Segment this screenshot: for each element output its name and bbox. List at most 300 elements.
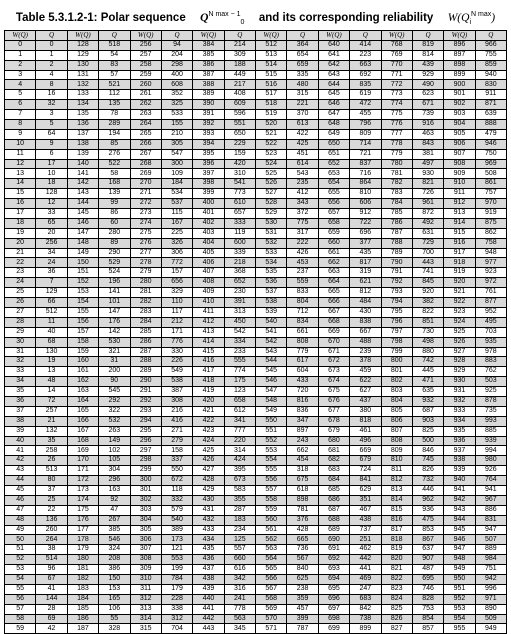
sequence-cell: 391 bbox=[224, 298, 255, 308]
sequence-cell: 471 bbox=[412, 377, 443, 387]
reliability-cell: 420 bbox=[193, 396, 224, 406]
sequence-cell: 631 bbox=[412, 228, 443, 238]
sequence-cell: 984 bbox=[475, 555, 506, 565]
reliability-cell: 265 bbox=[130, 129, 161, 139]
sequence-cell: 416 bbox=[161, 416, 192, 426]
reliability-cell: 567 bbox=[256, 584, 287, 594]
reliability-cell: 42 bbox=[5, 456, 36, 466]
reliability-cell: 907 bbox=[444, 149, 475, 159]
reliability-cell: 537 bbox=[256, 288, 287, 298]
reliability-cell: 690 bbox=[318, 535, 349, 545]
reliability-cell: 655 bbox=[318, 189, 349, 199]
table-row bbox=[5, 574, 507, 584]
sequence-cell: 173 bbox=[161, 535, 192, 545]
reliability-cell: 153 bbox=[67, 288, 98, 298]
sequence-cell: 352 bbox=[161, 90, 192, 100]
reliability-cell: 19 bbox=[5, 228, 36, 238]
sequence-cell: 657 bbox=[224, 209, 255, 219]
sequence-cell: 940 bbox=[475, 70, 506, 80]
sequence-cell: 317 bbox=[287, 228, 318, 238]
reliability-cell: 0 bbox=[5, 40, 36, 50]
sequence-cell: 316 bbox=[224, 584, 255, 594]
reliability-cell: 935 bbox=[444, 426, 475, 436]
sequence-cell: 750 bbox=[475, 149, 506, 159]
sequence-cell: 735 bbox=[475, 406, 506, 416]
sequence-cell: 94 bbox=[161, 40, 192, 50]
sequence-cell: 329 bbox=[161, 288, 192, 298]
reliability-cell: 644 bbox=[318, 80, 349, 90]
sequence-cell: 579 bbox=[161, 505, 192, 515]
sequence-cell: 66 bbox=[36, 298, 67, 308]
table-row bbox=[5, 466, 507, 476]
sequence-cell: 831 bbox=[475, 515, 506, 525]
sequence-cell: 761 bbox=[475, 288, 506, 298]
reliability-cell: 419 bbox=[193, 387, 224, 397]
reliability-cell: 9 bbox=[5, 129, 36, 139]
sequence-cell: 700 bbox=[412, 248, 443, 258]
sequence-cell: 105 bbox=[99, 456, 130, 466]
reliability-cell: 407 bbox=[193, 268, 224, 278]
column-header: W(Q) bbox=[193, 31, 224, 41]
reliability-cell: 772 bbox=[381, 80, 412, 90]
reliability-cell: 174 bbox=[67, 495, 98, 505]
sequence-cell: 529 bbox=[99, 258, 130, 268]
reliability-cell: 389 bbox=[193, 90, 224, 100]
sequence-cell: 276 bbox=[99, 149, 130, 159]
sequence-cell: 28 bbox=[36, 604, 67, 614]
reliability-cell: 39 bbox=[5, 426, 36, 436]
sequence-cell: 618 bbox=[287, 485, 318, 495]
reliability-cell: 556 bbox=[256, 476, 287, 486]
reliability-cell: 800 bbox=[381, 357, 412, 367]
q-subscript: 0 bbox=[240, 19, 245, 27]
reliability-cell: 391 bbox=[193, 110, 224, 120]
sequence-cell: 14 bbox=[36, 387, 67, 397]
reliability-cell: 40 bbox=[5, 436, 36, 446]
sequence-cell: 854 bbox=[412, 614, 443, 624]
sequence-cell: 521 bbox=[99, 80, 130, 90]
reliability-cell: 404 bbox=[193, 238, 224, 248]
reliability-cell: 261 bbox=[130, 90, 161, 100]
sequence-cell: 508 bbox=[475, 169, 506, 179]
reliability-cell: 392 bbox=[193, 120, 224, 130]
sequence-cell: 330 bbox=[161, 347, 192, 357]
reliability-cell: 948 bbox=[444, 555, 475, 565]
reliability-cell: 557 bbox=[256, 485, 287, 495]
sequence-cell: 13 bbox=[36, 367, 67, 377]
sequence-cell: 912 bbox=[350, 209, 381, 219]
sequence-cell: 871 bbox=[475, 100, 506, 110]
sequence-cell: 816 bbox=[287, 396, 318, 406]
sequence-cell: 495 bbox=[475, 317, 506, 327]
sequence-cell: 541 bbox=[224, 179, 255, 189]
reliability-cell: 51 bbox=[5, 545, 36, 555]
sequence-cell: 435 bbox=[350, 248, 381, 258]
sequence-cell: 779 bbox=[287, 347, 318, 357]
sequence-cell: 875 bbox=[475, 218, 506, 228]
sequence-cell: 22 bbox=[36, 505, 67, 515]
reliability-cell: 262 bbox=[130, 100, 161, 110]
reliability-cell: 819 bbox=[381, 545, 412, 555]
reliability-cell: 910 bbox=[444, 179, 475, 189]
sequence-cell: 977 bbox=[475, 258, 506, 268]
reliability-cell: 286 bbox=[130, 337, 161, 347]
reliability-cell: 430 bbox=[193, 495, 224, 505]
sequence-cell: 490 bbox=[412, 80, 443, 90]
reliability-cell: 946 bbox=[444, 535, 475, 545]
sequence-cell: 703 bbox=[475, 327, 506, 337]
sequence-cell: 385 bbox=[99, 525, 130, 535]
sequence-cell: 939 bbox=[475, 436, 506, 446]
sequence-cell: 538 bbox=[161, 377, 192, 387]
reliability-cell: 306 bbox=[130, 535, 161, 545]
sequence-cell: 861 bbox=[475, 179, 506, 189]
table-row bbox=[5, 209, 507, 219]
sequence-cell: 2 bbox=[36, 60, 67, 70]
sequence-cell: 128 bbox=[36, 189, 67, 199]
reliability-cell: 308 bbox=[130, 555, 161, 565]
sequence-cell: 233 bbox=[224, 347, 255, 357]
reliability-cell: 53 bbox=[5, 565, 36, 575]
reliability-cell: 530 bbox=[256, 218, 287, 228]
sequence-cell: 442 bbox=[350, 555, 381, 565]
reliability-cell: 658 bbox=[318, 218, 349, 228]
table-row bbox=[5, 614, 507, 624]
sequence-cell: 962 bbox=[412, 495, 443, 505]
reliability-cell: 922 bbox=[444, 298, 475, 308]
reliability-cell: 826 bbox=[381, 614, 412, 624]
reliability-cell: 31 bbox=[5, 347, 36, 357]
reliability-cell: 797 bbox=[381, 327, 412, 337]
table-row bbox=[5, 70, 507, 80]
reliability-cell: 539 bbox=[256, 307, 287, 317]
reliability-cell: 642 bbox=[318, 60, 349, 70]
reliability-cell: 150 bbox=[67, 258, 98, 268]
sequence-cell: 775 bbox=[287, 218, 318, 228]
reliability-cell: 776 bbox=[381, 120, 412, 130]
reliability-cell: 304 bbox=[130, 515, 161, 525]
table-row bbox=[5, 337, 507, 347]
table-row bbox=[5, 485, 507, 495]
reliability-cell: 131 bbox=[67, 70, 98, 80]
table-row bbox=[5, 446, 507, 456]
sequence-cell: 616 bbox=[224, 565, 255, 575]
reliability-cell: 811 bbox=[381, 466, 412, 476]
sequence-cell: 238 bbox=[287, 584, 318, 594]
reliability-cell: 641 bbox=[318, 50, 349, 60]
sequence-cell: 380 bbox=[350, 406, 381, 416]
reliability-cell: 897 bbox=[444, 50, 475, 60]
reliability-cell: 403 bbox=[193, 228, 224, 238]
reliability-cell: 437 bbox=[193, 565, 224, 575]
reliability-cell: 954 bbox=[444, 614, 475, 624]
reliability-cell: 175 bbox=[67, 505, 98, 515]
sequence-cell: 996 bbox=[475, 584, 506, 594]
reliability-cell: 270 bbox=[130, 179, 161, 189]
sequence-cell: 337 bbox=[161, 456, 192, 466]
reliability-cell: 649 bbox=[318, 129, 349, 139]
table-row bbox=[5, 347, 507, 357]
reliability-cell: 166 bbox=[67, 416, 98, 426]
reliability-cell: 425 bbox=[193, 446, 224, 456]
sequence-cell: 332 bbox=[161, 495, 192, 505]
sequence-cell: 212 bbox=[161, 317, 192, 327]
reliability-cell: 312 bbox=[130, 594, 161, 604]
reliability-cell: 8 bbox=[5, 120, 36, 130]
sequence-cell: 916 bbox=[412, 120, 443, 130]
table-row bbox=[5, 228, 507, 238]
reliability-cell: 439 bbox=[193, 584, 224, 594]
reliability-cell: 768 bbox=[381, 40, 412, 50]
sequence-cell: 946 bbox=[475, 139, 506, 149]
reliability-cell: 953 bbox=[444, 604, 475, 614]
table-row bbox=[5, 179, 507, 189]
reliability-cell: 550 bbox=[256, 416, 287, 426]
reliability-cell: 695 bbox=[318, 584, 349, 594]
reliability-cell: 915 bbox=[444, 228, 475, 238]
sequence-cell: 9 bbox=[36, 139, 67, 149]
sequence-cell: 35 bbox=[36, 436, 67, 446]
sequence-cell: 455 bbox=[350, 110, 381, 120]
reliability-cell: 912 bbox=[444, 199, 475, 209]
sequence-cell: 524 bbox=[99, 268, 130, 278]
reliability-cell: 184 bbox=[67, 594, 98, 604]
reliability-cell: 260 bbox=[130, 80, 161, 90]
reliability-cell: 684 bbox=[318, 476, 349, 486]
sequence-cell: 606 bbox=[350, 199, 381, 209]
table-row bbox=[5, 436, 507, 446]
sequence-cell: 923 bbox=[475, 268, 506, 278]
sequence-cell: 833 bbox=[287, 288, 318, 298]
reliability-cell: 955 bbox=[444, 624, 475, 634]
reliability-cell: 38 bbox=[5, 416, 36, 426]
reliability-cell: 667 bbox=[318, 307, 349, 317]
sequence-cell: 289 bbox=[99, 120, 130, 130]
sequence-cell: 555 bbox=[224, 357, 255, 367]
sequence-cell: 967 bbox=[475, 495, 506, 505]
reliability-cell: 13 bbox=[5, 169, 36, 179]
table-row bbox=[5, 60, 507, 70]
reliability-cell: 903 bbox=[444, 110, 475, 120]
reliability-cell: 57 bbox=[5, 604, 36, 614]
reliability-cell: 132 bbox=[67, 80, 98, 90]
reliability-cell: 144 bbox=[67, 199, 98, 209]
sequence-cell: 355 bbox=[224, 495, 255, 505]
sequence-cell: 563 bbox=[224, 614, 255, 624]
sequence-cell: 522 bbox=[99, 159, 130, 169]
sequence-cell: 475 bbox=[412, 515, 443, 525]
reliability-cell: 677 bbox=[318, 406, 349, 416]
reliability-cell: 297 bbox=[130, 446, 161, 456]
sequence-cell: 846 bbox=[412, 446, 443, 456]
reliability-cell: 413 bbox=[193, 327, 224, 337]
reliability-cell: 400 bbox=[193, 199, 224, 209]
sequence-cell: 837 bbox=[350, 159, 381, 169]
reliability-cell: 666 bbox=[318, 298, 349, 308]
reliability-cell: 789 bbox=[381, 248, 412, 258]
sequence-cell: 623 bbox=[412, 90, 443, 100]
sequence-cell: 260 bbox=[36, 525, 67, 535]
sequence-cell: 567 bbox=[287, 555, 318, 565]
reliability-cell: 182 bbox=[67, 574, 98, 584]
reliability-cell: 395 bbox=[193, 149, 224, 159]
sequence-cell: 204 bbox=[161, 50, 192, 60]
sequence-cell: 18 bbox=[36, 179, 67, 189]
reliability-cell: 517 bbox=[256, 90, 287, 100]
reliability-cell: 788 bbox=[381, 238, 412, 248]
table-row bbox=[5, 50, 507, 60]
sequence-cell: 168 bbox=[99, 179, 130, 189]
reliability-cell: 276 bbox=[130, 238, 161, 248]
reliability-cell: 264 bbox=[130, 120, 161, 130]
table-row bbox=[5, 357, 507, 367]
sequence-cell: 675 bbox=[287, 476, 318, 486]
reliability-cell: 138 bbox=[67, 139, 98, 149]
reliability-cell: 535 bbox=[256, 268, 287, 278]
sequence-cell: 650 bbox=[224, 129, 255, 139]
reliability-cell: 932 bbox=[444, 396, 475, 406]
reliability-cell: 785 bbox=[381, 209, 412, 219]
sequence-cell: 617 bbox=[287, 357, 318, 367]
reliability-cell: 187 bbox=[67, 624, 98, 634]
reliability-cell: 643 bbox=[318, 70, 349, 80]
reliability-cell: 22 bbox=[5, 258, 36, 268]
sequence-cell: 386 bbox=[99, 565, 130, 575]
reliability-cell: 515 bbox=[256, 70, 287, 80]
sequence-cell: 115 bbox=[161, 209, 192, 219]
reliability-cell: 284 bbox=[130, 317, 161, 327]
table-row bbox=[5, 604, 507, 614]
sequence-cell: 994 bbox=[475, 446, 506, 456]
sequence-cell: 704 bbox=[161, 624, 192, 634]
sequence-cell: 225 bbox=[161, 228, 192, 238]
sequence-cell: 279 bbox=[161, 436, 192, 446]
sequence-cell: 961 bbox=[412, 199, 443, 209]
reliability-cell: 798 bbox=[381, 337, 412, 347]
reliability-cell: 663 bbox=[318, 268, 349, 278]
reliability-cell: 48 bbox=[5, 515, 36, 525]
sequence-cell: 533 bbox=[161, 110, 192, 120]
sequence-cell: 106 bbox=[99, 604, 130, 614]
sequence-cell: 753 bbox=[412, 604, 443, 614]
sequence-cell: 112 bbox=[99, 90, 130, 100]
reliability-cell: 640 bbox=[318, 40, 349, 50]
sequence-cell: 222 bbox=[287, 238, 318, 248]
reliability-cell: 698 bbox=[318, 614, 349, 624]
reliability-cell: 908 bbox=[444, 159, 475, 169]
reliability-cell: 775 bbox=[381, 110, 412, 120]
sequence-cell: 712 bbox=[287, 307, 318, 317]
reliability-cell: 402 bbox=[193, 218, 224, 228]
sequence-cell: 857 bbox=[412, 624, 443, 634]
sequence-cell: 746 bbox=[412, 584, 443, 594]
sequence-cell: 142 bbox=[99, 327, 130, 337]
reliability-cell: 299 bbox=[130, 466, 161, 476]
reliability-cell: 142 bbox=[67, 179, 98, 189]
sequence-cell: 583 bbox=[224, 485, 255, 495]
sequence-cell: 862 bbox=[475, 228, 506, 238]
sequence-cell: 19 bbox=[36, 357, 67, 367]
sequence-cell: 118 bbox=[161, 485, 192, 495]
table-row bbox=[5, 367, 507, 377]
sequence-cell: 530 bbox=[99, 337, 130, 347]
reliability-cell: 773 bbox=[381, 90, 412, 100]
sequence-cell: 119 bbox=[224, 228, 255, 238]
reliability-cell: 307 bbox=[130, 545, 161, 555]
sequence-cell: 826 bbox=[412, 466, 443, 476]
sequence-cell: 258 bbox=[36, 446, 67, 456]
reliability-cell: 158 bbox=[67, 337, 98, 347]
sequence-cell: 635 bbox=[412, 387, 443, 397]
sequence-cell: 454 bbox=[287, 456, 318, 466]
reliability-cell: 432 bbox=[193, 515, 224, 525]
reliability-cell: 416 bbox=[193, 357, 224, 367]
table-row bbox=[5, 476, 507, 486]
sequence-cell: 488 bbox=[350, 337, 381, 347]
reliability-cell: 924 bbox=[444, 317, 475, 327]
sequence-cell: 267 bbox=[99, 515, 130, 525]
reliability-cell: 181 bbox=[67, 565, 98, 575]
reliability-cell: 288 bbox=[130, 357, 161, 367]
reliability-cell: 783 bbox=[381, 189, 412, 199]
sequence-cell: 758 bbox=[475, 238, 506, 248]
reliability-cell: 686 bbox=[318, 495, 349, 505]
table-row bbox=[5, 624, 507, 634]
sequence-cell: 318 bbox=[287, 466, 318, 476]
reliability-cell: 136 bbox=[67, 120, 98, 130]
sequence-cell: 604 bbox=[287, 367, 318, 377]
sequence-cell: 335 bbox=[287, 70, 318, 80]
sequence-cell: 334 bbox=[224, 337, 255, 347]
reliability-cell: 542 bbox=[256, 337, 287, 347]
reliability-cell: 669 bbox=[318, 327, 349, 337]
reliability-cell: 145 bbox=[67, 209, 98, 219]
reliability-cell: 896 bbox=[444, 40, 475, 50]
reliability-cell: 3 bbox=[5, 70, 36, 80]
reliability-cell: 156 bbox=[67, 317, 98, 327]
reliability-cell: 185 bbox=[67, 604, 98, 614]
sequence-cell: 818 bbox=[350, 416, 381, 426]
reliability-cell: 925 bbox=[444, 327, 475, 337]
reliability-cell: 41 bbox=[5, 446, 36, 456]
sequence-cell: 492 bbox=[412, 218, 443, 228]
sequence-cell: 69 bbox=[36, 614, 67, 624]
sequence-cell: 537 bbox=[161, 199, 192, 209]
sequence-cell: 851 bbox=[412, 317, 443, 327]
sequence-cell: 546 bbox=[99, 535, 130, 545]
sequence-cell: 20 bbox=[36, 228, 67, 238]
reliability-cell: 522 bbox=[256, 139, 287, 149]
sequence-cell: 461 bbox=[350, 426, 381, 436]
sequence-cell: 809 bbox=[350, 129, 381, 139]
sequence-cell: 48 bbox=[36, 377, 67, 387]
sequence-cell: 139 bbox=[99, 189, 130, 199]
sequence-cell: 132 bbox=[36, 426, 67, 436]
sequence-cell: 745 bbox=[412, 456, 443, 466]
reliability-cell: 529 bbox=[256, 209, 287, 219]
sequence-cell: 155 bbox=[161, 120, 192, 130]
reliability-cell: 771 bbox=[381, 70, 412, 80]
reliability-cell: 678 bbox=[318, 416, 349, 426]
reliability-cell: 688 bbox=[318, 515, 349, 525]
table-row bbox=[5, 139, 507, 149]
reliability-cell: 300 bbox=[130, 476, 161, 486]
reliability-cell: 30 bbox=[5, 337, 36, 347]
reliability-cell: 393 bbox=[193, 129, 224, 139]
reliability-cell: 128 bbox=[67, 40, 98, 50]
reliability-cell: 929 bbox=[444, 367, 475, 377]
sequence-cell: 351 bbox=[350, 495, 381, 505]
